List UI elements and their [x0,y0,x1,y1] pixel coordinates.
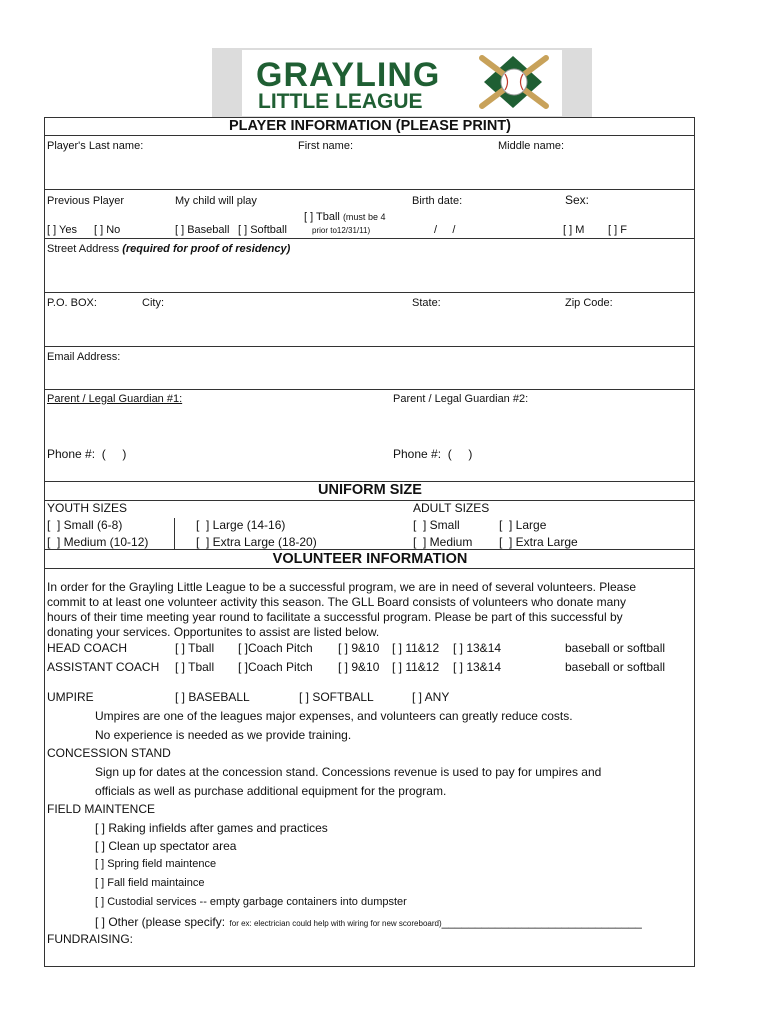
tball-checkbox[interactable] [304,211,385,223]
head-coach-coach-pitch-checkbox[interactable]: [ ]Coach Pitch [238,641,313,655]
adult-medium-checkbox[interactable]: [ ] Medium [413,535,473,549]
middle-name-label: Middle name: [498,140,565,152]
tball-note-2: prior to12/31/11) [312,226,371,235]
field-cleanup-checkbox[interactable]: [ ] Clean up spectator area [95,839,237,853]
divider [44,238,695,239]
head-coach-tball-checkbox[interactable]: [ ] Tball [175,641,215,655]
youth-sizes-label: YOUTH SIZES [47,501,128,515]
concession-text-1: Sign up for dates at the concession stand. Concessions revenue is used to pay for umpires and [95,765,602,779]
field-fall-checkbox[interactable]: [ ] Fall field maintaince [95,877,205,889]
concession-text-2: officials as well as purchase additional equipment for the program. [95,784,447,798]
umpire-label: UMPIRE [47,690,94,704]
phone2-label: Phone #: ( ) [393,447,473,461]
field-custodial-checkbox[interactable]: [ ] Custodial services -- empty garbage containers into dumpster [95,896,407,908]
intro-line-4: donating your services. Opportunites to assist are listed below. [47,625,380,639]
logo-line1: GRAYLING [256,56,441,94]
adult-sizes-label: ADULT SIZES [413,501,490,515]
fundraising-label: FUNDRAISING: [47,932,134,946]
field-raking-checkbox[interactable]: [ ] Raking infields after games and practices [95,821,328,835]
umpire-baseball-checkbox[interactable]: [ ] BASEBALL [175,690,250,704]
sex-label: Sex: [565,193,590,207]
head-coach-program: baseball or softball [565,641,666,655]
field-spring-checkbox[interactable]: [ ] Spring field maintence [95,858,217,870]
birth-date-label: Birth date: [412,195,463,207]
baseball-bats-icon [482,56,546,108]
city-label: City: [142,297,164,309]
intro-line-3: hours of their time meeting year round to facilitate a successful program. Please be part of this successful by [47,610,623,624]
guardian2-label: Parent / Legal Guardian #2: [393,393,529,405]
divider [44,389,695,390]
field-maintenance-label: FIELD MAINTENCE [47,802,156,816]
volunteer-section-title: VOLUNTEER INFORMATION [272,551,468,567]
birth-date-slashes: / / [434,224,456,236]
concession-label: CONCESSION STAND [47,746,171,760]
po-box-label: P.O. BOX: [47,297,97,309]
divider [44,189,695,190]
adult-small-checkbox[interactable]: [ ] Small [413,518,460,532]
youth-medium-checkbox[interactable]: [ ] Medium (10-12) [47,535,149,549]
assistant-coach-coach-pitch-checkbox[interactable]: [ ]Coach Pitch [238,660,313,674]
divider [44,500,695,501]
baseball-checkbox[interactable]: [ ] Baseball [175,224,230,236]
other-blank-line[interactable]: ______________________________ [441,915,642,929]
uniform-section-title: UNIFORM SIZE [318,482,422,498]
logo-line2: LITTLE LEAGUE [258,90,423,113]
umpire-any-checkbox[interactable]: [ ] ANY [412,690,450,704]
divider [44,292,695,293]
player-section-title: PLAYER INFORMATION (PLEASE PRINT) [229,118,511,134]
intro-line-1: In order for the Grayling Little League to be a successful program, we are in need of several volunteers. Please [47,580,636,594]
league-logo [212,48,592,118]
assistant-coach-11-12-checkbox[interactable]: [ ] 11&12 [392,660,440,674]
divider [44,135,695,136]
umpire-text-2: No experience is needed as we provide training. [95,728,352,742]
state-label: State: [412,297,441,309]
phone1-label: Phone #: ( ) [47,447,127,461]
previous-player-label: Previous Player [47,195,125,207]
softball-checkbox[interactable]: [ ] Softball [238,224,287,236]
child-will-play-label: My child will play [175,195,257,207]
umpire-softball-checkbox[interactable]: [ ] SOFTBALL [299,690,374,704]
divider [44,568,695,569]
adult-large-checkbox[interactable]: [ ] Large [499,518,547,532]
last-name-label: Player's Last name: [47,140,144,152]
zip-code-label: Zip Code: [565,297,613,309]
youth-xlarge-checkbox[interactable]: [ ] Extra Large (18-20) [196,535,317,549]
sex-female-checkbox[interactable]: [ ] F [608,224,627,236]
street-address-text: Street Address [47,243,120,255]
assistant-coach-label: ASSISTANT COACH [47,660,160,674]
assistant-coach-tball-checkbox[interactable]: [ ] Tball [175,660,215,674]
head-coach-13-14-checkbox[interactable]: [ ] 13&14 [453,641,502,655]
head-coach-11-12-checkbox[interactable]: [ ] 11&12 [392,641,440,655]
youth-large-checkbox[interactable]: [ ] Large (14-16) [196,518,286,532]
email-label: Email Address: [47,351,121,363]
intro-line-2: commit to at least one volunteer activity this season. The GLL Board consists of volunteers who donate many [47,595,626,609]
tball-label: [ ] Tball [304,211,340,223]
other-example: for ex: electrician could help with wiring for new scoreboard) [229,919,442,928]
sex-male-checkbox[interactable]: [ ] M [563,224,585,236]
first-name-label: First name: [298,140,354,152]
divider [44,346,695,347]
assistant-coach-9-10-checkbox[interactable]: [ ] 9&10 [338,660,380,674]
divider [44,549,695,550]
head-coach-9-10-checkbox[interactable]: [ ] 9&10 [338,641,380,655]
street-address-label [47,243,290,255]
field-other-checkbox[interactable] [95,913,642,931]
guardian1-label: Parent / Legal Guardian #1: [47,393,183,405]
assistant-coach-13-14-checkbox[interactable]: [ ] 13&14 [453,660,502,674]
tball-note-1: (must be 4 [342,212,386,222]
other-label: [ ] Other (please specify: [95,915,226,929]
residency-note: (required for proof of residency) [122,243,291,255]
previous-no-checkbox[interactable]: [ ] No [94,224,121,236]
youth-small-checkbox[interactable]: [ ] Small (6-8) [47,518,123,532]
divider [174,518,175,550]
umpire-text-1: Umpires are one of the leagues major expenses, and volunteers can greatly reduce costs. [95,709,573,723]
adult-xlarge-checkbox[interactable]: [ ] Extra Large [499,535,578,549]
head-coach-label: HEAD COACH [47,641,128,655]
previous-yes-checkbox[interactable]: [ ] Yes [47,224,77,236]
assistant-coach-program: baseball or softball [565,660,666,674]
